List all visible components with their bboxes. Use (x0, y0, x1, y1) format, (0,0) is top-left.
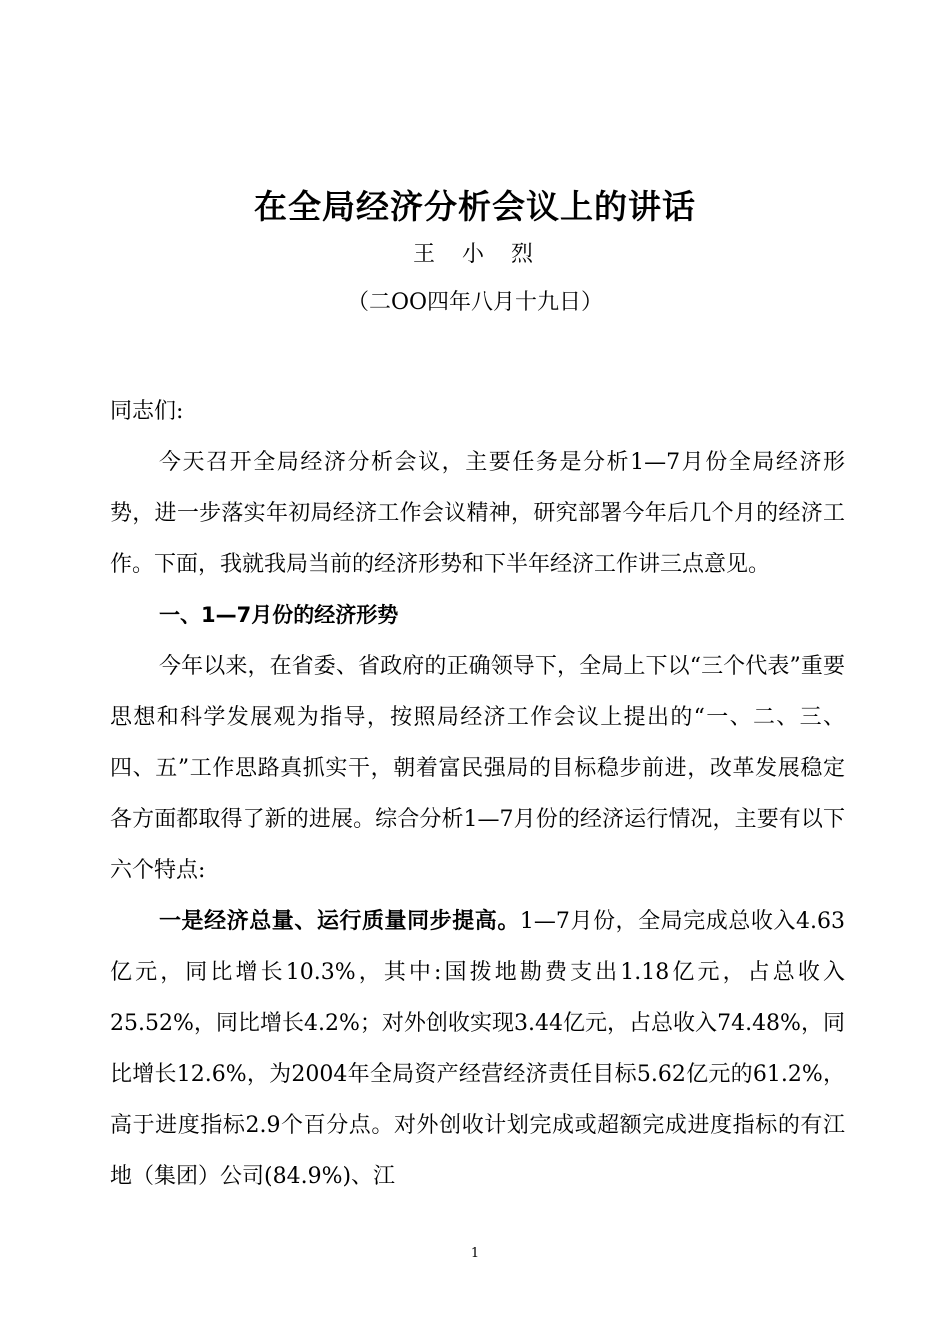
intro-paragraph: 今天召开全局经济分析会议，主要任务是分析1—7月份全局经济形势，进一步落实年初局经济工作会议精神，研究部署今年后几个月的经济工作。下面，我就我局当前的经济形势和下半年经济工作讲三点意见。 (110, 450, 845, 577)
point-one-text: 1—7月份，全局完成总收入4.63亿元，同比增长10.3%，其中:国拨地勘费支出1.18亿元，占总收入25.52%，同比增长4.2%；对外创收实现3.44亿元，占总收入74.48%，同比增长12.6%，为2004年全局资产经营经济责任目标5.62亿元的61.2%，高于进度指标2.9个百分点。对外创收计划完成或超额完成进度指标的有江地（集团）公司(84.9%)、江 (110, 909, 845, 1189)
section-heading: 一、1—7月份的经济形势 (159, 603, 399, 627)
page-number: 1 (470, 1246, 480, 1261)
point-one-paragraph (110, 896, 845, 1202)
salutation: 同志们: (110, 399, 184, 424)
document-body (110, 386, 845, 1202)
author-name: 王 小 烈 (413, 242, 543, 267)
speech-date: （二OO四年八月十九日） (346, 290, 604, 315)
overview-paragraph: 今年以来，在省委、省政府的正确领导下，全局上下以“三个代表”重要思想和科学发展观为指导，按照局经济工作会议上提出的“一、二、三、四、五”工作思路真抓实干，朝着富民强局的目标稳步前进，改革发展稳定各方面都取得了新的进展。综合分析1—7月份的经济运行情况，主要有以下六个特点: (110, 654, 845, 883)
document-title: 在全局经济分析会议上的讲话 (254, 187, 696, 226)
point-one-lead: 一是经济总量、运行质量同步提高。 (159, 909, 520, 934)
